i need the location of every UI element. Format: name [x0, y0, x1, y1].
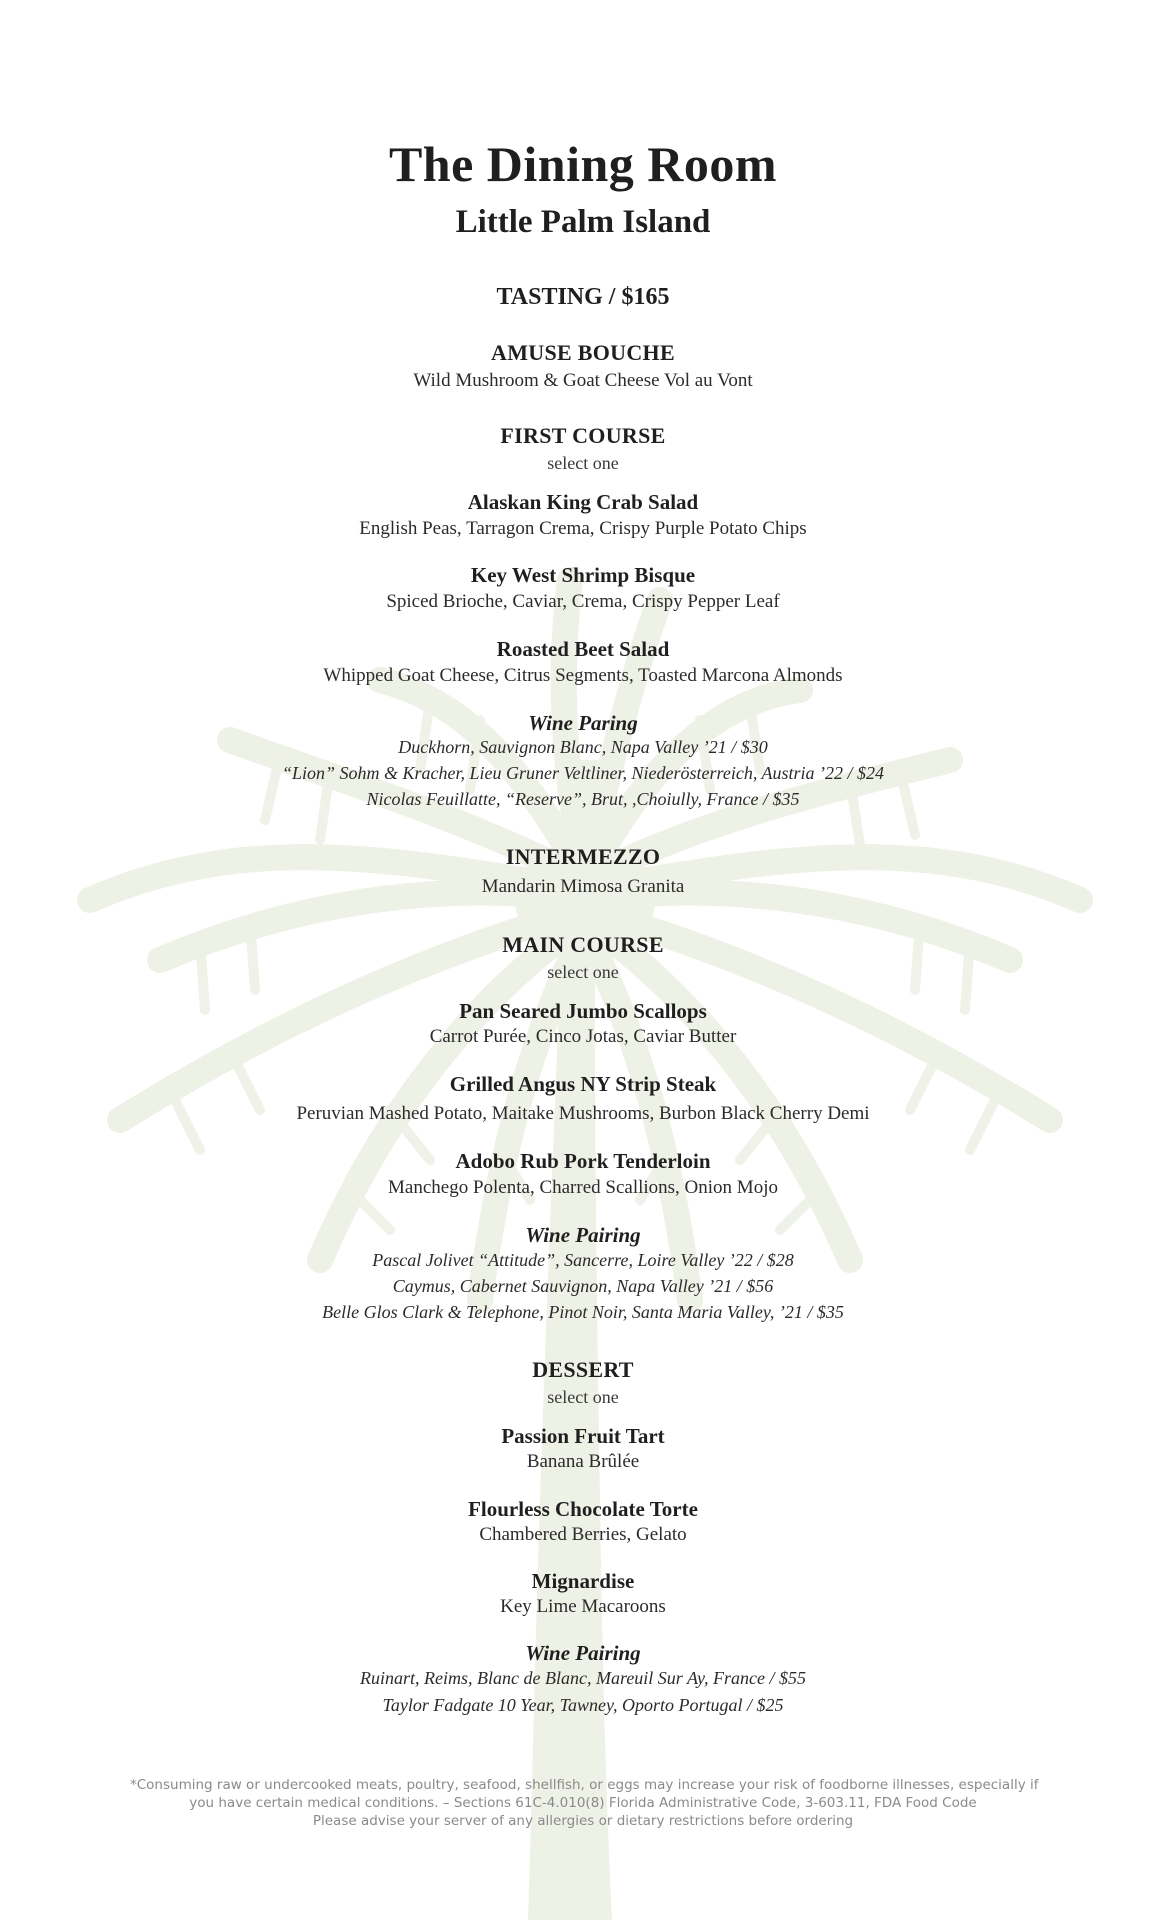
section-heading-first-course: FIRST COURSE [500, 423, 666, 448]
amuse-description: Wild Mushroom & Goat Cheese Vol au Vont [413, 370, 753, 391]
wine-item: Duckhorn, Sauvignon Blanc, Napa Valley ’21 / $30 [398, 737, 768, 757]
wine-item: Pascal Jolivet “Attitude”, Sancerre, Loire Valley ’22 / $28 [372, 1250, 794, 1270]
dish-description: Chambered Berries, Gelato [479, 1524, 687, 1545]
dish-description: Carrot Purée, Cinco Jotas, Caviar Butter [429, 1026, 737, 1047]
food-safety-disclaimer [130, 1776, 1039, 1830]
wine-item: Taylor Fadgate 10 Year, Tawney, Oporto Portugal / $25 [382, 1695, 784, 1715]
dish-name: Flourless Chocolate Torte [468, 1497, 698, 1521]
section-heading-intermezzo: INTERMEZZO [505, 844, 661, 869]
tasting-price: TASTING / $165 [496, 284, 670, 310]
dish-description: Key Lime Macaroons [500, 1596, 666, 1617]
disclaimer-line: *Consuming raw or undercooked meats, poultry, seafood, shellfish, or eggs may increase your risk of foodborne illnesses, especially if [130, 1777, 1039, 1793]
dish-name: Grilled Angus NY Strip Steak [449, 1072, 717, 1096]
dish-description: Manchego Polenta, Charred Scallions, Onion Mojo [388, 1177, 778, 1198]
dish-description: Spiced Brioche, Caviar, Crema, Crispy Pepper Leaf [386, 591, 780, 612]
select-one-note: select one [547, 1387, 619, 1407]
select-one-note: select one [547, 962, 619, 982]
dish-description: English Peas, Tarragon Crema, Crispy Purple Potato Chips [359, 518, 807, 539]
dish-name: Adobo Rub Pork Tenderloin [455, 1149, 711, 1173]
wine-item: Ruinart, Reims, Blanc de Blanc, Mareuil Sur Ay, France / $55 [360, 1668, 806, 1688]
dish-name: Mignardise [531, 1569, 635, 1593]
wine-item: Belle Glos Clark & Telephone, Pinot Noir, Santa Maria Valley, ’21 / $35 [322, 1302, 844, 1322]
section-heading-main-course: MAIN COURSE [502, 932, 664, 957]
dish-name: Roasted Beet Salad [496, 637, 670, 661]
intermezzo-description: Mandarin Mimosa Granita [481, 876, 685, 897]
dish-description: Banana Brûlée [526, 1451, 640, 1472]
dish-name: Passion Fruit Tart [501, 1424, 665, 1448]
wine-item: Nicolas Feuillatte, “Reserve”, Brut, ,Choiully, France / $35 [366, 789, 800, 809]
dish-name: Alaskan King Crab Salad [467, 490, 699, 514]
disclaimer-line: Please advise your server of any allergies or dietary restrictions before ordering [312, 1813, 854, 1829]
dish-description: Whipped Goat Cheese, Citrus Segments, Toasted Marcona Almonds [323, 665, 843, 686]
disclaimer-line: you have certain medical conditions. – Sections 61C-4.010(8) Florida Administrative Code, 3-603.11, FDA Food Code [189, 1795, 977, 1811]
wine-item: Caymus, Cabernet Sauvignon, Napa Valley ’21 / $56 [392, 1276, 774, 1296]
wine-item: “Lion” Sohm & Kracher, Lieu Gruner Veltliner, Niederösterreich, Austria ’22 / $24 [281, 763, 884, 783]
section-heading-dessert: DESSERT [532, 1357, 634, 1382]
section-heading-amuse: AMUSE BOUCHE [491, 340, 675, 365]
dish-description: Peruvian Mashed Potato, Maitake Mushrooms, Burbon Black Cherry Demi [296, 1103, 870, 1124]
wine-pairing-heading: Wine Pairing [525, 1223, 641, 1247]
wine-pairing-heading: Wine Paring [528, 711, 638, 735]
page-title: The Dining Room [388, 136, 778, 192]
page-subtitle: Little Palm Island [455, 204, 711, 240]
dish-name: Pan Seared Jumbo Scallops [459, 999, 707, 1023]
wine-pairing-heading: Wine Pairing [525, 1641, 641, 1665]
dish-name: Key West Shrimp Bisque [470, 563, 696, 587]
select-one-note: select one [547, 453, 619, 473]
